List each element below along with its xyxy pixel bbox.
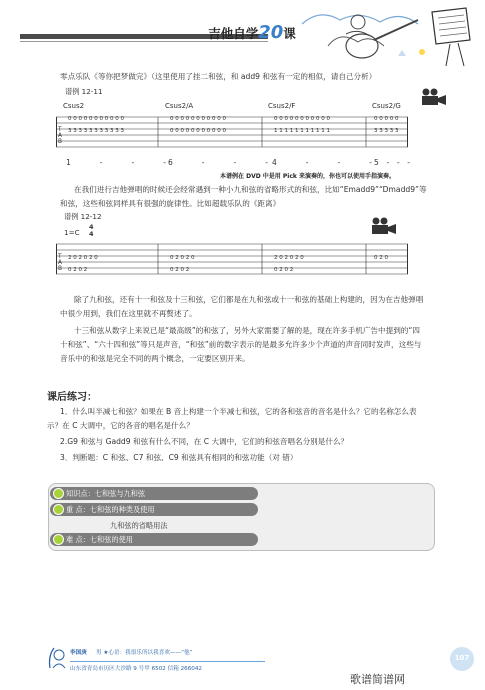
svg-text:0 2 0 2: 0 2 0 2 [68,267,88,273]
tab-letters: T A B [58,254,62,272]
svg-text:0 2 0: 0 2 0 [374,255,388,261]
chord-label: Csus2/F [268,102,296,110]
svg-text:0 0 0 0 0 0 0 0 0 0 0: 0 0 0 0 0 0 0 0 0 0 0 [68,116,124,122]
page-number: 107 [454,654,470,662]
svg-text:0 2 0 2: 0 2 0 2 [170,267,190,273]
paragraph-1-line-1: 在我们进行吉他弹唱的时候还会经常遇到一种小九和弦的省略形式的和弦，比如“Emadd9”“Dmadd9”等 [74,185,427,194]
video-camera-icon [420,88,448,106]
dvd-caption: 本谱例在 DVD 中是用 Pick 来演奏的，你也可以使用手指演奏。 [220,173,395,180]
key-signature: 1=C [64,228,80,237]
tablature-staff [56,240,408,280]
paragraph-3-line-2: 十和弦”、“六十四和弦”等只是声音，“和弦”前的数字表示的是最多允许多少个声道的声音同时发声，这些与 [60,340,422,349]
paragraph-2-line-2: 中很少用到，我们在这里就不再赘述了。 [60,309,197,318]
time-signature: 4 4 [89,223,94,238]
author-address: 山东省青岛市历区大沙路 9 号甲 6502 信箱 266042 [70,666,202,672]
author-portrait-icon [46,646,68,670]
watermark: 歌谱简谱网 [350,673,405,686]
paragraph-3-line-3: 音乐中的和弦是完全不同的两个概念，一定要区别开来。 [60,354,250,363]
svg-text:0 0 0 0 0: 0 0 0 0 0 [374,116,399,122]
knowledge-point: 知识点：七和弦与九和弦 [66,489,146,498]
paragraph-1-line-2: 和弦，这些和弦同样具有很强的旋律性。比如超载乐队的《距离》 [60,199,281,208]
header-title-number: 20 [258,22,284,43]
bullet-dot-icon [53,504,64,515]
exercise-q1-line-1: 1．什么叫半减七和弦？如果在 B 音上构建一个半减七和弦，它的各和弦音的音名是什么？它的名称怎么表 [60,407,417,416]
key-point-secondary: 九和弦的省略用法 [110,521,168,530]
author-name: 李国庚 [70,650,87,656]
footer-rule [70,661,265,662]
svg-text:3 3 3 3 3: 3 3 3 3 3 [374,128,399,134]
intro-text: 零点乐队《等你把梦做完》（这里使用了挂二和弦，和 add9 和弦有一定的相似，请自己分析） [60,72,377,81]
svg-text:1 1 1 1 1 1 1 1 1 1 1: 1 1 1 1 1 1 1 1 1 1 1 [274,128,330,134]
beat-row-3: 4 - - - [272,158,372,167]
example-label: 谱例 12-11 [65,87,103,96]
video-camera-icon [370,217,398,235]
guitar-illustration [300,6,475,68]
example-label: 谱例 12-12 [64,212,102,221]
beat-row-2: 6 - - - [168,158,268,167]
svg-text:3 3 3 3 3 3 3 3 3 3 3: 3 3 3 3 3 3 3 3 3 3 3 [68,128,124,134]
svg-text:0 0 0 0 0 0 0 0 0 0 0: 0 0 0 0 0 0 0 0 0 0 0 [170,116,226,122]
svg-text:0 0 0 0 0 0 0 0 0 0 0: 0 0 0 0 0 0 0 0 0 0 0 [274,116,330,122]
paragraph-2-line-1: 除了九和弦，还有十一和弦及十三和弦，它们都是在九和弦或十一和弦的基础上构建的，因为在吉他弹唱 [74,295,424,304]
svg-text:2 0 2 0 2 0: 2 0 2 0 2 0 [68,255,98,261]
exercise-q1-line-2: 示？在 C 大调中，它的各音的唱名是什么？ [47,421,194,430]
chord-label: Csus2/A [165,102,194,110]
svg-text:2 0 2 0 2 0: 2 0 2 0 2 0 [274,255,304,261]
author-motto: 男 ★心语：我很乐所以我喜欢——“他” [96,650,193,656]
bullet-dot-icon [53,488,64,499]
key-point: 重 点：七和弦的种类及使用 [66,505,155,514]
beat-row-4: 5 - - - [374,158,410,167]
bullet-dot-icon [53,534,64,545]
tab-letters: T A B [58,127,62,145]
exercise-q3: 3．判断题：C 和弦、C7 和弦、C9 和弦具有相同的和弦功能（对 错） [60,453,298,462]
tablature-staff [56,113,408,153]
svg-text:0 0 0 0 0 0 0 0 0 0 0: 0 0 0 0 0 0 0 0 0 0 0 [170,128,226,134]
header-title: 吉他自学20课 [208,22,296,43]
svg-text:0 2 0 2: 0 2 0 2 [274,267,294,273]
difficulty-point: 难 点：七和弦的使用 [66,535,133,544]
paragraph-3-line-1: 十三和弦从数字上来说已是“最高级”的和弦了，另外大家需要了解的是，现在许多手机广告中提到的“四 [74,326,420,335]
beat-row-1: 1 - - - [66,158,166,167]
exercise-q2: 2.G9 和弦与 Gadd9 和弦有什么不同，在 C 大调中，它们的和弦音唱名分别是什么？ [60,437,349,446]
svg-text:0 2 0 2 0: 0 2 0 2 0 [170,255,195,261]
exercise-heading: 课后练习： [47,392,97,403]
chord-label: Csus2/G [372,102,401,110]
chord-label: Csus2 [63,102,85,110]
